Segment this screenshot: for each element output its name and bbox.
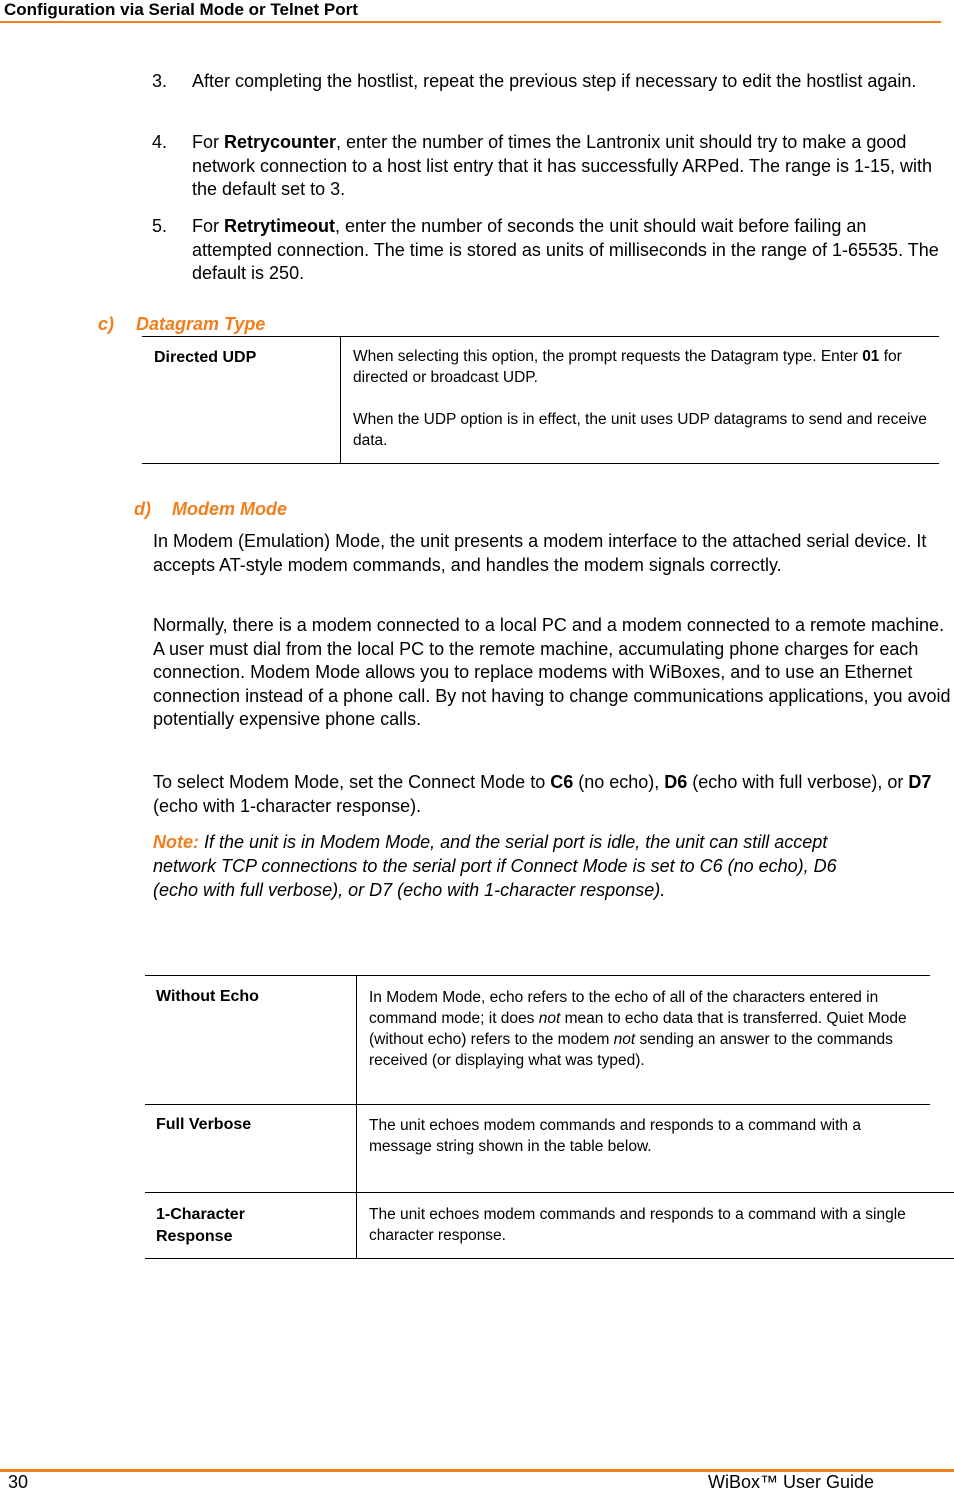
section-heading-modem-mode: d) Modem Mode xyxy=(134,499,287,519)
table-desc: In Modem Mode, echo refers to the echo of all of the characters entered in command mode; it does not mean to echo data that is transferred. Quiet Mode (without echo) refers to the modem not sending an answer to the commands received (or displaying what was typed). xyxy=(369,989,907,1069)
table-row-rule xyxy=(145,1192,954,1193)
step-number: 3. xyxy=(152,71,168,91)
table-column-divider xyxy=(356,976,357,1259)
table-top-rule xyxy=(145,975,930,976)
page-header-title: Configuration via Serial Mode or Telnet Port xyxy=(4,0,358,19)
modem-paragraph-1: In Modem (Emulation) Mode, the unit presents a modem interface to the attached serial device. It accepts AT-style modem commands, and handles the modem signals correctly. xyxy=(153,531,927,575)
table-term-cell: Directed UDP xyxy=(142,337,341,464)
table-term: Without Echo xyxy=(156,988,259,1005)
table-term: Full Verbose xyxy=(156,1116,252,1133)
table-desc-cell: When selecting this option, the prompt requests the Datagram type. Enter 01 for directed or broadcast UDP. When the UDP option is in effect, the unit uses UDP datagrams to send and receive data. xyxy=(353,348,927,449)
modem-paragraph-3: To select Modem Mode, set the Connect Mode to C6 (no echo), D6 (echo with full verbose), or D7 (echo with 1-character response). xyxy=(153,772,932,816)
step-text: After completing the hostlist, repeat the previous step if necessary to edit the hostlist again. xyxy=(192,71,917,91)
step-number: 4. xyxy=(152,132,168,152)
step-text: For Retrycounter, enter the number of times the Lantronix unit should try to make a good network connection to a host list entry that it has successfully ARPed. The range is 1-15, with the default set to 3. xyxy=(192,132,933,199)
table-bottom-rule xyxy=(145,1258,954,1259)
datagram-type-table xyxy=(142,336,939,464)
step-number: 5. xyxy=(152,216,168,236)
table-row xyxy=(142,337,939,464)
document-title: WiBox™ User Guide xyxy=(708,1472,875,1492)
section-heading-datagram-type: c) Datagram Type xyxy=(98,314,266,334)
header-divider xyxy=(0,21,941,23)
page-number: 30 xyxy=(8,1472,29,1492)
note-label: Note: xyxy=(153,832,199,852)
table-desc: The unit echoes modem commands and responds to a command with a single character response. xyxy=(369,1206,906,1244)
step-item xyxy=(152,215,942,286)
note-block: Note: If the unit is in Modem Mode, and the serial port is idle, the unit can still accept network TCP connections to the serial port if Connect Mode is set to C6 (no echo), D6 (echo with full verbose), or D7 (echo with 1-character response). xyxy=(153,832,837,900)
modem-paragraph-2: Normally, there is a modem connected to a local PC and a modem connected to a remote machine. A user must dial from the local PC to the remote machine, accumulating phone charges for each connection. Modem Mode allows you to replace modems with WiBoxes, and to use an Ethernet connection instead of a phone call. By not having to change communications applications, you avoid potentially expensive phone calls. xyxy=(153,615,951,729)
step-item xyxy=(152,70,942,94)
table-row-rule xyxy=(145,1104,930,1105)
step-item xyxy=(152,131,942,202)
table-desc: The unit echoes modem commands and responds to a command with a message string shown in the table below. xyxy=(369,1117,861,1155)
table-term: 1-Character Response xyxy=(156,1206,245,1245)
step-text: For Retrytimeout, enter the number of seconds the unit should wait before failing an attempted connection. The time is stored as units of milliseconds in the range of 1-65535. The default is 250. xyxy=(192,216,939,283)
